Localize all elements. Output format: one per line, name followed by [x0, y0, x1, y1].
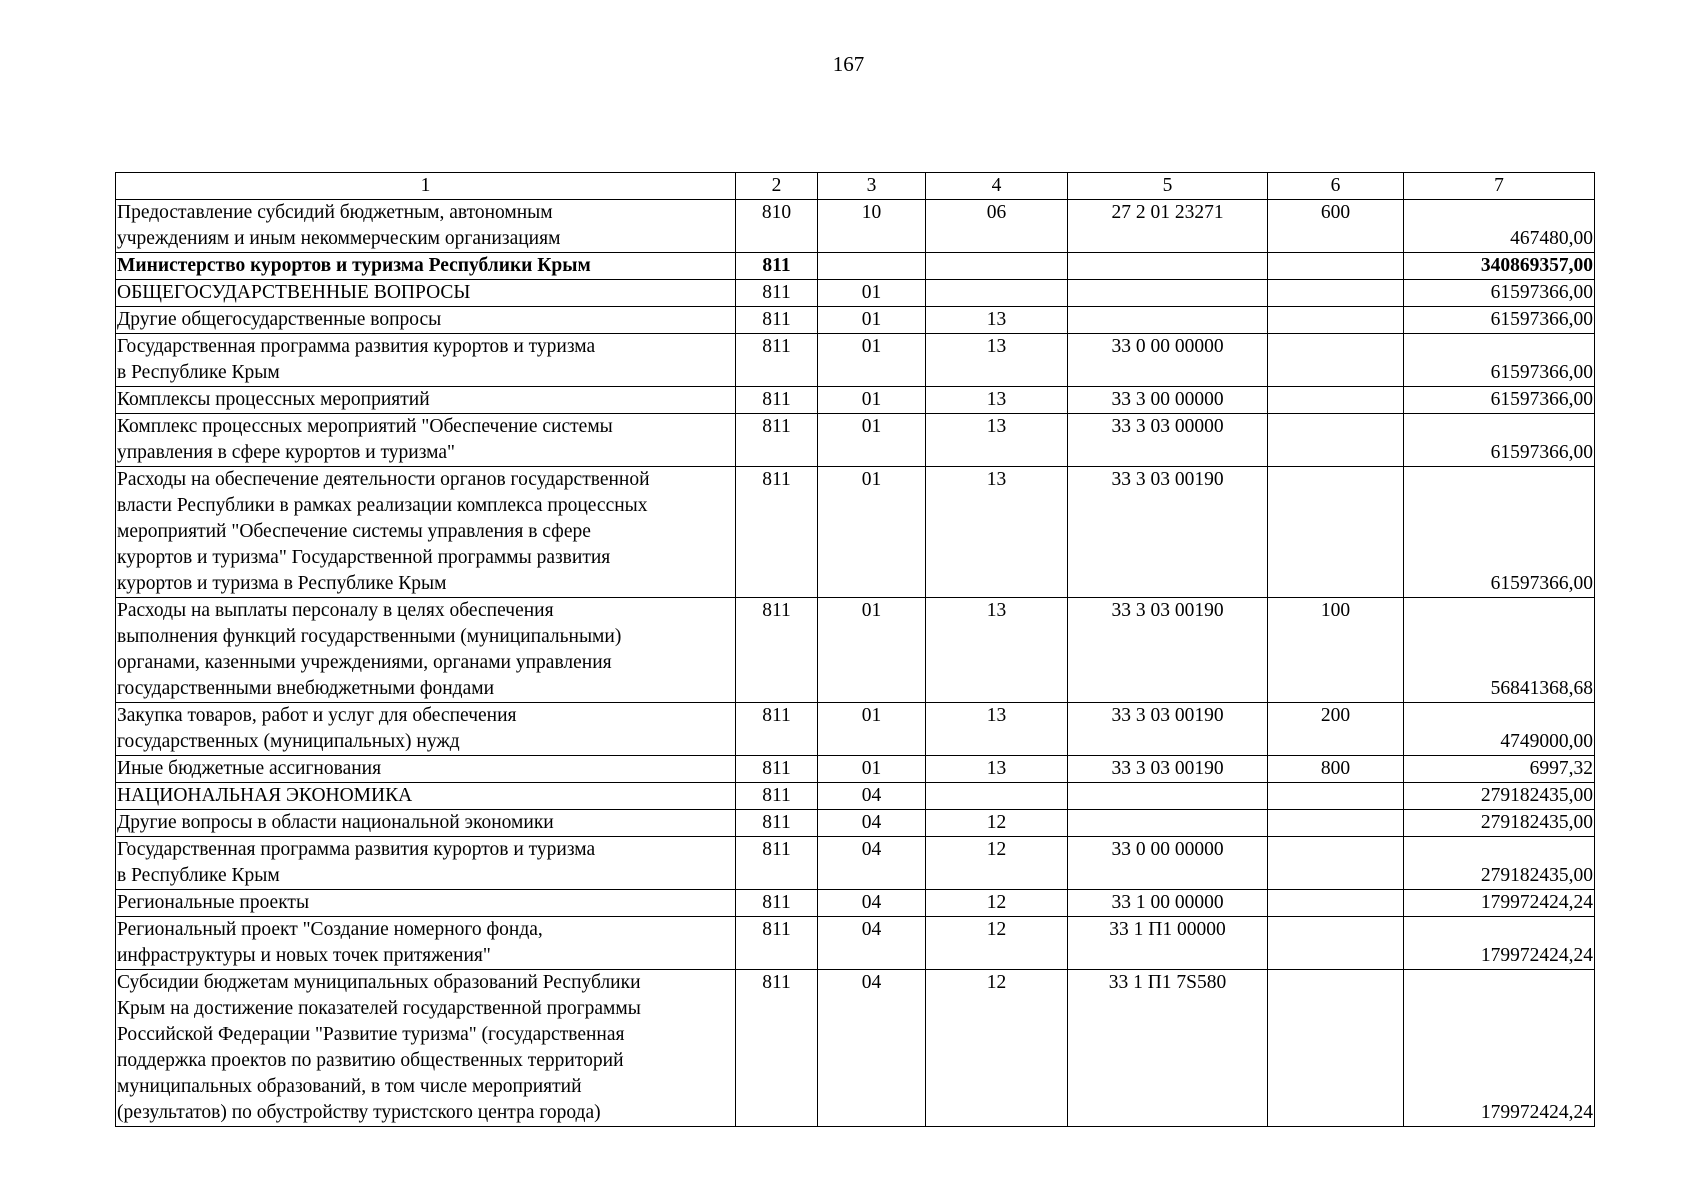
- cell-target-article: 33 3 00 00000: [1068, 387, 1268, 414]
- cell-amount: 61597366,00: [1404, 280, 1595, 307]
- cell-subsection-code: [926, 253, 1068, 280]
- column-header: 1: [116, 173, 736, 200]
- cell-amount: 340869357,00: [1404, 253, 1595, 280]
- cell-amount: 61597366,00: [1404, 387, 1595, 414]
- cell-expense-type: [1268, 890, 1404, 917]
- cell-name: Министерство курортов и туризма Республики Крым: [116, 253, 736, 280]
- cell-target-article: 33 1 00 00000: [1068, 890, 1268, 917]
- cell-expense-type: [1268, 334, 1404, 387]
- table-row: [116, 200, 1595, 253]
- cell-expense-type: [1268, 253, 1404, 280]
- cell-amount: 279182435,00: [1404, 783, 1595, 810]
- cell-name: Государственная программа развития курортов и туризма в Республике Крым: [116, 334, 736, 387]
- table-row: [116, 703, 1595, 756]
- cell-department-code: 811: [736, 970, 818, 1127]
- cell-subsection-code: 12: [926, 917, 1068, 970]
- cell-target-article: 33 3 03 00190: [1068, 598, 1268, 703]
- cell-name: Другие вопросы в области национальной экономики: [116, 810, 736, 837]
- cell-name: Другие общегосударственные вопросы: [116, 307, 736, 334]
- cell-amount: 56841368,68: [1404, 598, 1595, 703]
- cell-amount: 279182435,00: [1404, 810, 1595, 837]
- cell-department-code: 811: [736, 783, 818, 810]
- cell-department-code: 811: [736, 703, 818, 756]
- cell-target-article: 27 2 01 23271: [1068, 200, 1268, 253]
- cell-department-code: 811: [736, 890, 818, 917]
- cell-expense-type: [1268, 917, 1404, 970]
- cell-expense-type: [1268, 467, 1404, 598]
- table-row: [116, 253, 1595, 280]
- table-row: [116, 837, 1595, 890]
- cell-department-code: 811: [736, 810, 818, 837]
- cell-expense-type: [1268, 970, 1404, 1127]
- cell-subsection-code: 13: [926, 598, 1068, 703]
- cell-expense-type: [1268, 837, 1404, 890]
- column-header: 6: [1268, 173, 1404, 200]
- cell-department-code: 811: [736, 280, 818, 307]
- cell-section-code: 10: [818, 200, 926, 253]
- cell-subsection-code: 13: [926, 387, 1068, 414]
- cell-subsection-code: [926, 783, 1068, 810]
- cell-amount: 467480,00: [1404, 200, 1595, 253]
- cell-section-code: 04: [818, 890, 926, 917]
- table-row: [116, 810, 1595, 837]
- cell-section-code: [818, 253, 926, 280]
- cell-target-article: [1068, 307, 1268, 334]
- cell-section-code: 04: [818, 783, 926, 810]
- cell-amount: 61597366,00: [1404, 467, 1595, 598]
- cell-section-code: 04: [818, 970, 926, 1127]
- cell-subsection-code: 06: [926, 200, 1068, 253]
- cell-amount: 6997,32: [1404, 756, 1595, 783]
- table-row: [116, 387, 1595, 414]
- cell-target-article: 33 1 П1 00000: [1068, 917, 1268, 970]
- cell-subsection-code: 13: [926, 756, 1068, 783]
- cell-name: Расходы на выплаты персоналу в целях обеспечения выполнения функций государственными (муниципальными) органами, казенными учреждениями, органами управления государственными внебюджетными фондами: [116, 598, 736, 703]
- cell-department-code: 811: [736, 756, 818, 783]
- cell-name: Комплексы процессных мероприятий: [116, 387, 736, 414]
- cell-section-code: 01: [818, 307, 926, 334]
- table-row: [116, 917, 1595, 970]
- table-header-row: [116, 173, 1595, 200]
- cell-target-article: [1068, 810, 1268, 837]
- column-header: 3: [818, 173, 926, 200]
- cell-amount: 279182435,00: [1404, 837, 1595, 890]
- cell-subsection-code: 13: [926, 414, 1068, 467]
- cell-subsection-code: 12: [926, 810, 1068, 837]
- cell-target-article: 33 3 03 00190: [1068, 756, 1268, 783]
- cell-amount: 61597366,00: [1404, 334, 1595, 387]
- cell-target-article: 33 3 03 00000: [1068, 414, 1268, 467]
- cell-department-code: 811: [736, 414, 818, 467]
- cell-section-code: 01: [818, 703, 926, 756]
- cell-amount: 179972424,24: [1404, 970, 1595, 1127]
- page-number: 167: [832, 52, 865, 76]
- cell-name: Закупка товаров, работ и услуг для обеспечения государственных (муниципальных) нужд: [116, 703, 736, 756]
- table-row: [116, 598, 1595, 703]
- budget-table: [115, 172, 1595, 1127]
- cell-subsection-code: 13: [926, 703, 1068, 756]
- cell-amount: 179972424,24: [1404, 890, 1595, 917]
- cell-target-article: [1068, 253, 1268, 280]
- cell-subsection-code: [926, 280, 1068, 307]
- table-row: [116, 783, 1595, 810]
- cell-section-code: 01: [818, 756, 926, 783]
- cell-department-code: 811: [736, 307, 818, 334]
- cell-department-code: 811: [736, 387, 818, 414]
- cell-section-code: 04: [818, 917, 926, 970]
- cell-expense-type: 100: [1268, 598, 1404, 703]
- cell-target-article: [1068, 280, 1268, 307]
- cell-section-code: 01: [818, 414, 926, 467]
- table-row: [116, 414, 1595, 467]
- cell-expense-type: 800: [1268, 756, 1404, 783]
- cell-subsection-code: 13: [926, 307, 1068, 334]
- cell-name: ОБЩЕГОСУДАРСТВЕННЫЕ ВОПРОСЫ: [116, 280, 736, 307]
- column-header: 7: [1404, 173, 1595, 200]
- cell-expense-type: [1268, 307, 1404, 334]
- cell-department-code: 811: [736, 334, 818, 387]
- cell-name: Иные бюджетные ассигнования: [116, 756, 736, 783]
- cell-name: Региональный проект "Создание номерного фонда, инфраструктуры и новых точек притяжения": [116, 917, 736, 970]
- cell-department-code: 811: [736, 598, 818, 703]
- cell-expense-type: 200: [1268, 703, 1404, 756]
- column-header: 4: [926, 173, 1068, 200]
- cell-subsection-code: 12: [926, 837, 1068, 890]
- table-row: [116, 756, 1595, 783]
- cell-target-article: 33 3 03 00190: [1068, 467, 1268, 598]
- cell-section-code: 01: [818, 387, 926, 414]
- cell-name: Субсидии бюджетам муниципальных образований Республики Крым на достижение показателей государственной программы Российской Федерации "Развитие туризма" (государственная поддержка проектов по развитию общественных территорий муниципальных образований, в том числе мероприятий (результатов) по обустройству туристского центра города): [116, 970, 736, 1127]
- cell-section-code: 04: [818, 837, 926, 890]
- cell-subsection-code: 13: [926, 334, 1068, 387]
- cell-name: НАЦИОНАЛЬНАЯ ЭКОНОМИКА: [116, 783, 736, 810]
- cell-name: Региональные проекты: [116, 890, 736, 917]
- cell-department-code: 811: [736, 837, 818, 890]
- column-header: 5: [1068, 173, 1268, 200]
- table-body: [116, 200, 1595, 1127]
- cell-section-code: 01: [818, 334, 926, 387]
- cell-expense-type: [1268, 280, 1404, 307]
- table-row: [116, 890, 1595, 917]
- table-row: [116, 970, 1595, 1127]
- cell-department-code: 810: [736, 200, 818, 253]
- cell-amount: 4749000,00: [1404, 703, 1595, 756]
- cell-expense-type: [1268, 783, 1404, 810]
- table-row: [116, 467, 1595, 598]
- table-row: [116, 307, 1595, 334]
- cell-target-article: 33 0 00 00000: [1068, 334, 1268, 387]
- cell-section-code: 01: [818, 598, 926, 703]
- cell-amount: 61597366,00: [1404, 414, 1595, 467]
- table-row: [116, 334, 1595, 387]
- cell-target-article: 33 0 00 00000: [1068, 837, 1268, 890]
- cell-subsection-code: 12: [926, 970, 1068, 1127]
- cell-section-code: 01: [818, 280, 926, 307]
- column-header: 2: [736, 173, 818, 200]
- cell-target-article: 33 1 П1 7S580: [1068, 970, 1268, 1127]
- cell-name: Комплекс процессных мероприятий "Обеспечение системы управления в сфере курортов и туризма": [116, 414, 736, 467]
- cell-amount: 61597366,00: [1404, 307, 1595, 334]
- cell-department-code: 811: [736, 467, 818, 598]
- cell-expense-type: [1268, 414, 1404, 467]
- cell-department-code: 811: [736, 917, 818, 970]
- cell-name: Расходы на обеспечение деятельности органов государственной власти Республики в рамках реализации комплекса процессных мероприятий "Обеспечение системы управления в сфере курортов и туризма" Государственной программы развития курортов и туризма в Республике Крым: [116, 467, 736, 598]
- cell-expense-type: [1268, 387, 1404, 414]
- cell-subsection-code: 12: [926, 890, 1068, 917]
- cell-target-article: 33 3 03 00190: [1068, 703, 1268, 756]
- cell-target-article: [1068, 783, 1268, 810]
- cell-amount: 179972424,24: [1404, 917, 1595, 970]
- cell-expense-type: [1268, 810, 1404, 837]
- table-row: [116, 280, 1595, 307]
- cell-section-code: 01: [818, 467, 926, 598]
- cell-department-code: 811: [736, 253, 818, 280]
- cell-expense-type: 600: [1268, 200, 1404, 253]
- cell-subsection-code: 13: [926, 467, 1068, 598]
- cell-section-code: 04: [818, 810, 926, 837]
- cell-name: Предоставление субсидий бюджетным, автономным учреждениям и иным некоммерческим организациям: [116, 200, 736, 253]
- cell-name: Государственная программа развития курортов и туризма в Республике Крым: [116, 837, 736, 890]
